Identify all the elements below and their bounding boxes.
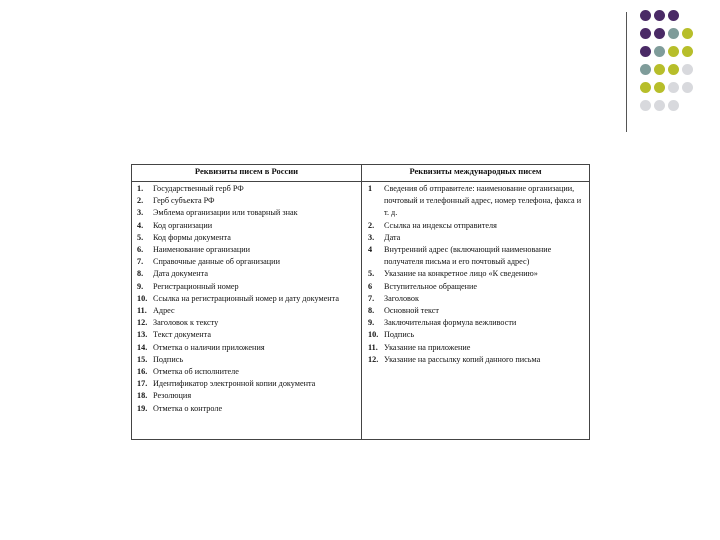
list-item [137,390,357,402]
item-text: Указание на рассылку копий данного письма [384,354,541,364]
item-text: Код организации [153,220,213,230]
item-number: 2. [368,220,375,230]
list-item [137,207,357,219]
list-item [137,281,357,293]
item-text: Указание на приложение [384,342,471,352]
item-text: Дата документа [153,269,208,279]
decorative-dot [668,100,679,111]
item-number: 8. [368,306,375,316]
decorative-dot [640,10,651,21]
list-item [368,342,585,354]
decorative-dot [640,82,651,93]
list-item [368,317,585,329]
item-number: 3. [137,208,144,218]
decorative-dot [654,46,665,57]
russia-requisites-list [137,183,357,415]
list-item [137,244,357,256]
item-number: 15. [137,354,148,364]
list-item [137,329,357,341]
list-item [368,281,585,293]
list-item [137,354,357,366]
item-number: 16. [137,367,148,377]
list-item [137,378,357,390]
item-text: Заключительная формула вежливости [384,318,517,328]
item-text: Справочные данные об организации [153,257,280,267]
list-item [368,354,585,366]
item-text: Указание на конкретное лицо «К сведению» [384,269,538,279]
list-item [137,268,357,280]
list-item [368,220,585,232]
decorative-dot [682,46,693,57]
list-item [137,256,357,268]
item-number: 2. [137,196,144,206]
item-text: Наименование организации [153,245,251,255]
item-text: Внутренний адрес (включающий наименование получателя письма и его почтовый адрес) [384,245,552,267]
decorative-dot [682,28,693,39]
item-number: 5. [368,269,375,279]
list-item [137,232,357,244]
decorative-dot [640,64,651,75]
decorative-dot [654,28,665,39]
item-text: Заголовок к тексту [153,318,219,328]
item-text: Дата [384,232,401,242]
decorative-dot [654,82,665,93]
item-text: Основной текст [384,306,439,316]
item-text: Эмблема организации или товарный знак [153,208,298,218]
international-requisites-list [368,183,585,366]
item-text: Герб субъекта РФ [153,196,215,206]
item-number: 9. [137,281,144,291]
decorative-dot [682,82,693,93]
list-item [137,342,357,354]
decorative-dot [640,28,651,39]
decorative-dot [682,64,693,75]
item-text: Адрес [153,306,175,316]
item-number: 7. [368,293,375,303]
item-number: 8. [137,269,144,279]
requisites-table [131,164,590,440]
item-text: Резолюция [153,391,192,401]
item-number: 3. [368,232,375,242]
list-item [137,195,357,207]
item-text: Отметка об исполнителе [153,367,239,377]
list-item [137,293,357,305]
column-divider [361,165,362,439]
item-text: Регистрационный номер [153,281,239,291]
item-number: 9. [368,318,375,328]
item-number: 12. [137,318,148,328]
list-item [368,232,585,244]
list-item [368,329,585,341]
item-number: 6. [137,245,144,255]
decorative-dot [668,28,679,39]
item-text: Ссылка на индексы отправителя [384,220,497,230]
item-number: 10. [368,330,379,340]
item-number: 4. [137,220,144,230]
decorative-dot [640,100,651,111]
decorative-dot [640,46,651,57]
decorative-dot [668,64,679,75]
item-text: Сведения об отправителе: наименование организации, почтовый и телефонный адрес, номер телефона, факса и т. д. [384,184,582,218]
item-text: Подпись [384,330,415,340]
item-number: 17. [137,379,148,389]
list-item [137,183,357,195]
item-number: 11. [368,342,378,352]
list-item [368,268,585,280]
item-number: 18. [137,391,148,401]
item-number: 1. [137,184,144,193]
decorative-dot [654,10,665,21]
item-text: Ссылка на регистрационный номер и дату документа [153,293,339,303]
decorative-dot [668,46,679,57]
item-text: Отметка о контроле [153,403,223,413]
list-item [137,305,357,317]
item-number: 5. [137,232,144,242]
item-text: Текст документа [153,330,211,340]
item-number: 7. [137,257,144,267]
list-item [137,366,357,378]
item-number: 6 [368,281,373,291]
item-text: Вступительное обращение [384,281,478,291]
item-number: 12. [368,354,379,364]
item-text: Заголовок [384,293,419,303]
column-header-international: Реквизиты международных писем [409,166,542,176]
item-text: Идентификатор электронной копии документа [153,379,316,389]
item-text: Подпись [153,354,184,364]
decorative-dot [668,82,679,93]
decorative-dot [668,10,679,21]
list-item [137,403,357,415]
decorative-dot [654,64,665,75]
list-item [368,244,585,268]
item-text: Код формы документа [153,232,231,242]
item-text: Отметка о наличии приложения [153,342,265,352]
decorative-dot [654,100,665,111]
item-number: 13. [137,330,148,340]
list-item [368,293,585,305]
item-text: Государственный герб РФ [153,184,244,193]
list-item [368,305,585,317]
list-item [137,220,357,232]
column-header-russia: Реквизиты писем в России [194,166,299,176]
list-item [368,183,585,220]
decorative-dot-grid [640,10,720,120]
item-number: 19. [137,403,148,413]
decorative-divider [626,12,627,132]
item-number: 11. [137,306,147,316]
item-number: 14. [137,342,148,352]
item-number: 10. [137,293,148,303]
list-item [137,317,357,329]
item-number: 1 [368,184,373,193]
item-number: 4 [368,245,373,255]
